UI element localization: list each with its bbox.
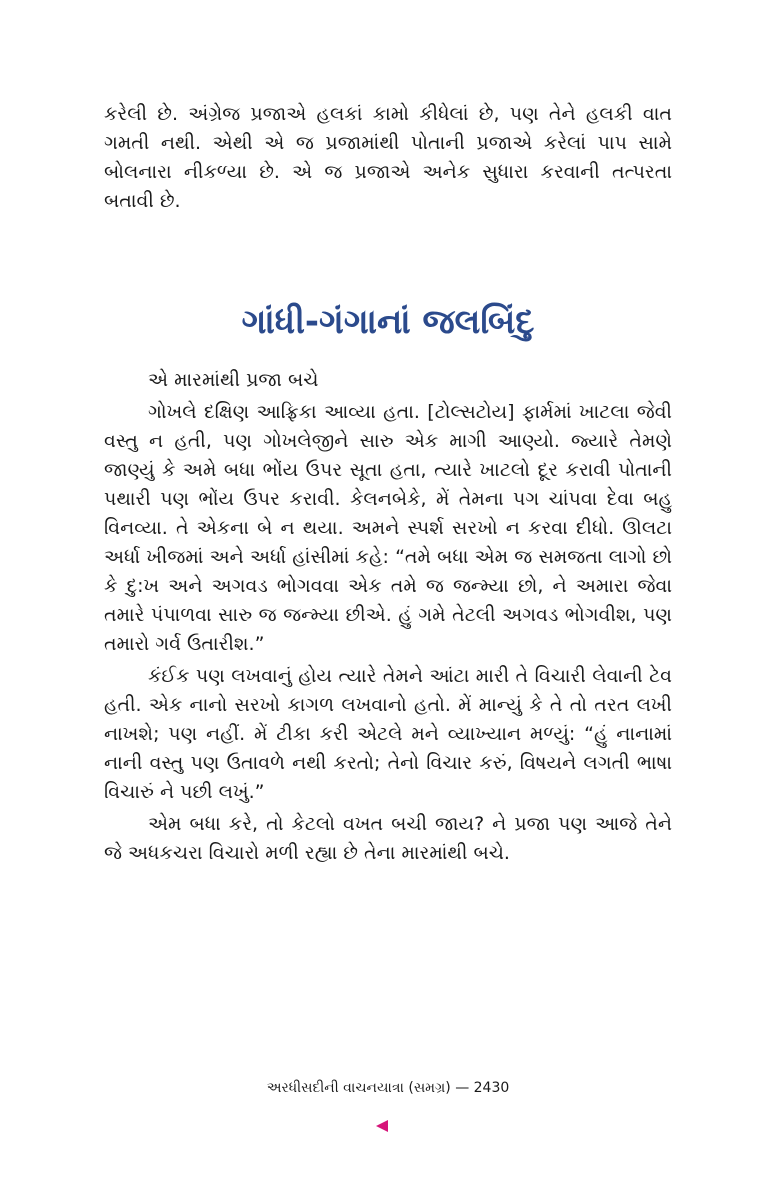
body-paragraph-3: એમ બધા કરે, તો કેટલો વખત બચી જાય? ને પ્રજા પણ આજે તેને જે અધકચરા વિચારો મળી રહ્યા છે તેના મારમાંથી બચે. (104, 813, 672, 864)
intro-paragraph: કરેલી છે. અંગ્રેજ પ્રજાએ હલકાં કામો કીધેલાં છે, પણ તેને હલકી વાત ગમતી નથી. એથી એ જ પ્રજામાંથી પોતાની પ્રજાએ કરેલાં પાપ સામે બોલનારા નીકળ્યા છે. એ જ પ્રજાએ અનેક સુધારા કરવાની તત્પરતા બતાવી છે. (104, 103, 672, 212)
body-paragraph-2: કંઈક પણ લખવાનું હોય ત્યારે તેમને આંટા મારી તે વિચારી લેવાની ટેવ હતી. એક નાનો સરખો કાગળ લખવાનો હતો. મેં માન્યું કે તે તો તરત લખી નાખશે; પણ નહીં. મેં ટીકા કરી એટલે મને વ્યાખ્યાન મળ્યું: “હું નાનામાં નાની વસ્તુ પણ ઉતાવળે નથી કરતો; તેનો વિચાર કરું, વિષયને લગતી ભાષા વિચારું ને પછી લખું.” (104, 665, 672, 803)
section-body (104, 366, 672, 871)
previous-page-arrow-icon[interactable] (376, 1120, 388, 1132)
footer-separator: — (455, 1080, 470, 1096)
footer-page-number: 2430 (473, 1080, 510, 1096)
section-title: ગાંધી-ગંગાનાં જલબિંદુ (241, 302, 535, 342)
footer-book-title: અરધીસદીની વાચનયાત્રા (સમગ્ર) (266, 1080, 451, 1096)
page-footer (104, 1078, 672, 1098)
section-subheading: એ મારમાંથી પ્રજા બચે (148, 369, 319, 391)
page (104, 0, 672, 1199)
body-paragraph-1: ગોખલે દક્ષિણ આફ્રિકા આવ્યા હતા. [ટોલ્સટોય] ફાર્મમાં ખાટલા જેવી વસ્તુ ન હતી, પણ ગોખલેજીને સારુ એક માગી આણ્યો. જ્યારે તેમણે જાણ્યું કે અમે બધા ભોંય ઉપર સૂતા હતા, ત્યારે ખાટલો દૂર કરાવી પોતાની પથારી પણ ભોંય ઉપર કરાવી. કેલનબેકે, મેં તેમના પગ ચાંપવા દેવા બહુ વિનવ્યા. તે એકના બે ન થયા. અમને સ્પર્શ સરખો ન કરવા દીધો. ઊલટા અર્ધા ખીજમાં અને અર્ધા હાંસીમાં કહે: “તમે બધા એમ જ સમજતા લાગો છો કે દુ:ખ અને અગવડ ભોગવવા એક તમે જ જન્મ્યા છો, ને અમારા જેવા તમારે પંપાળવા સારુ જ જન્મ્યા છીએ. હું ગમે તેટલી અગવડ ભોગવીશ, પણ તમારો ગર્વ ઉતારીશ.” (104, 401, 672, 655)
